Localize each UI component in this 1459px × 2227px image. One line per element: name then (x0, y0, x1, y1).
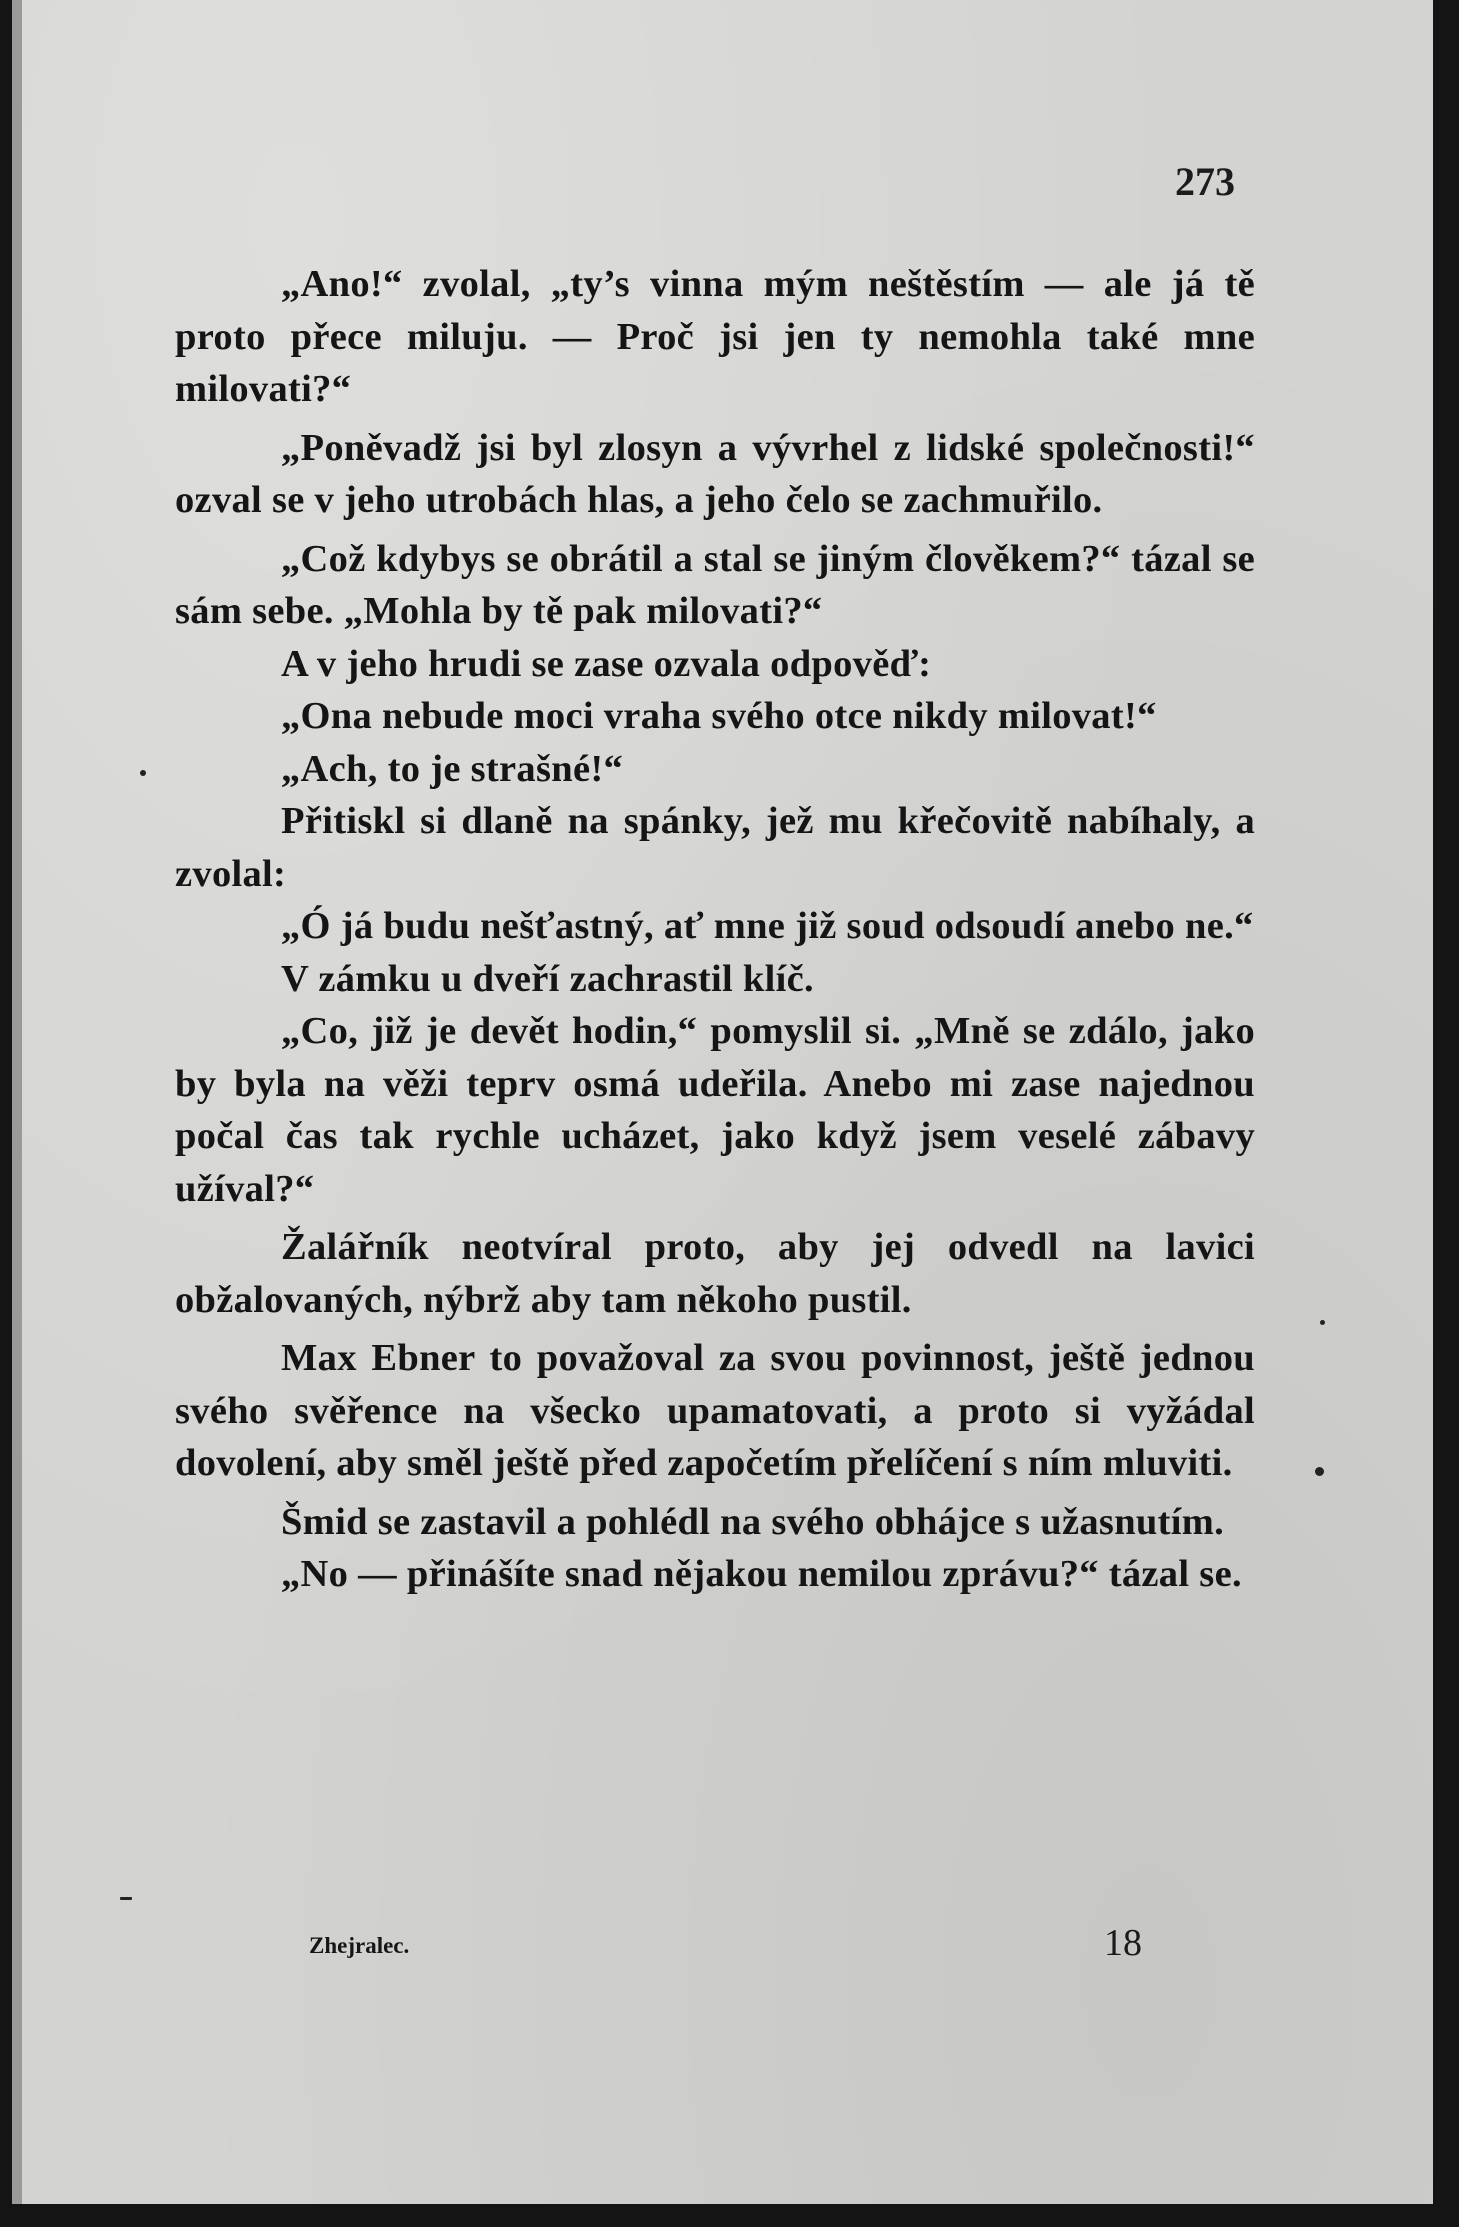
paragraph: Žalářník neotvíral proto, aby jej odvedl na lavici obžalovaných, nýbrž aby tam někoho pustil. (175, 1226, 1255, 1321)
ink-speck (140, 770, 146, 776)
sheet-number: 18 (1104, 1922, 1142, 1964)
paragraph: A v jeho hrudi se zase ozvala odpověď: (281, 642, 932, 685)
page-number: 273 (1175, 159, 1235, 204)
paragraph: „Co, již je devět hodin,“ pomyslil si. „Mně se zdálo, jako by byla na věži teprv osmá udeřila. Anebo mi zase najednou počal čas tak rychle ucházet, jako když jsem veselé zábavy užíval?“ (175, 1010, 1255, 1210)
paragraph: Max Ebner to považoval za svou povinnost, ještě jednou svého svěřence na všecko upamatovati, a proto si vyžádal dovolení, aby směl ještě před započetím přelíčení s ním mluviti. (175, 1337, 1255, 1484)
paragraph: „Poněvadž jsi byl zlosyn a vývrhel z lidské společnosti!“ ozval se v jeho utrobách hlas, a jeho čelo se zachmuřilo. (175, 426, 1255, 521)
ink-speck (120, 1897, 132, 1900)
paragraph: „Což kdybys se obrátil a stal se jiným člověkem?“ tázal se sám sebe. „Mohla by tě pak milovati?“ (175, 537, 1255, 632)
ink-speck (1315, 1467, 1324, 1476)
paragraph: „No — přinášíte snad nějakou nemilou zprávu?“ tázal se. (281, 1553, 1242, 1595)
printer-signature: Zhejralec. (309, 1933, 410, 1958)
book-page (12, 0, 1433, 2204)
paragraph: „Ó já budu nešťastný, ať mne již soud odsoudí anebo ne.“ (281, 905, 1254, 947)
paragraph: „Ach, to je strašné!“ (281, 747, 624, 790)
paragraph: Přitiskl si dlaně na spánky, jež mu křečovitě nabíhaly, a zvolal: (175, 800, 1255, 895)
body-text (175, 258, 1255, 1601)
ink-speck (1320, 1320, 1325, 1325)
paragraph: Šmid se zastavil a pohlédl na svého obhájce s užasnutím. (281, 1500, 1225, 1543)
paragraph: „Ano!“ zvolal, „ty’s vinna mým neštěstím — ale já tě proto přece miluju. — Proč jsi jen ty nemohla také mne milovati?“ (175, 263, 1255, 410)
paragraph: V zámku u dveří zachrastil klíč. (281, 957, 814, 1000)
paragraph: „Ona nebude moci vraha svého otce nikdy milovat!“ (281, 695, 1157, 737)
page-left-edge (12, 0, 22, 2204)
